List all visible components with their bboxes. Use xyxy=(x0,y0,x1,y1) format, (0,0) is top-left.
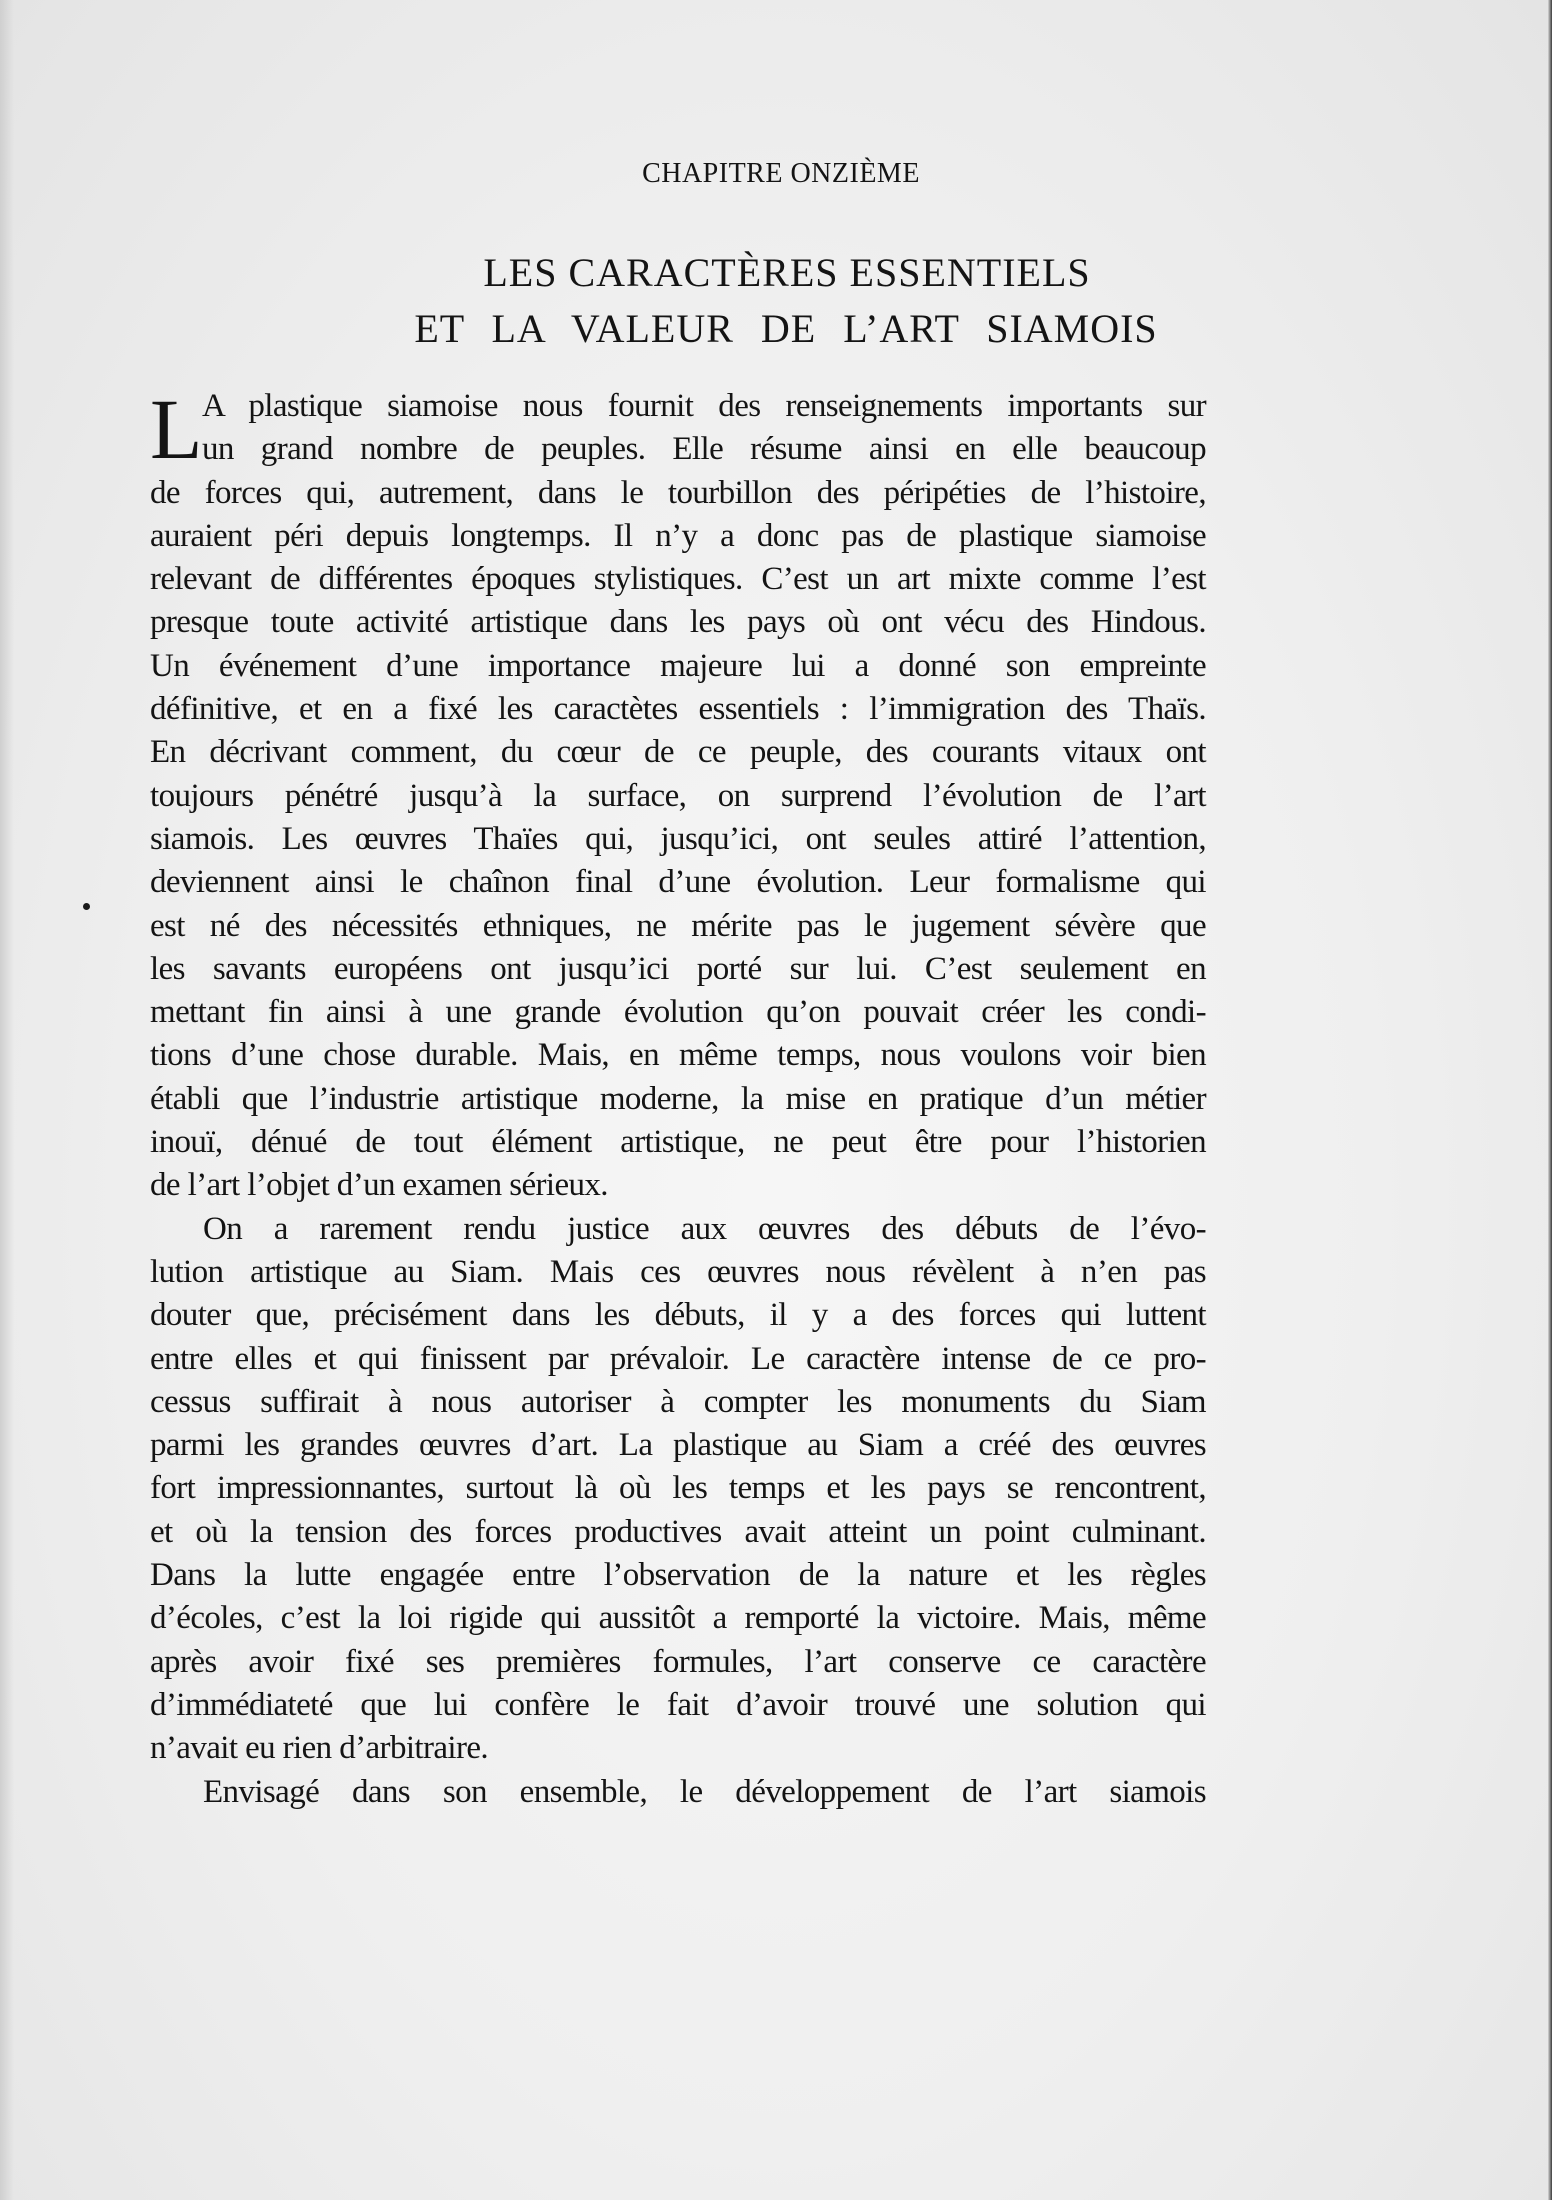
paragraph-2 xyxy=(150,1208,1206,1771)
text-line: A plastique siamoise nous fournit des renseignements importants sur xyxy=(202,388,1206,424)
text-line: fort impressionnantes, surtout là où les temps et les pays se rencontrent, xyxy=(150,1470,1206,1507)
chapter-title-line-2: ET LA VALEUR DE L’ART SIAMOIS xyxy=(414,306,1158,351)
text-line: après avoir fixé ses premières formules, l’art conserve ce caractère xyxy=(150,1643,1206,1680)
text-line: Un événement d’une importance majeure lui a donné son empreinte xyxy=(150,647,1206,684)
chapter-title-line-1: LES CARACTÈRES ESSENTIELS xyxy=(483,250,1091,295)
text-line: et où la tension des forces productives avait atteint un point culminant. xyxy=(150,1513,1206,1550)
text-line: de l’art l’objet d’un examen sérieux. xyxy=(150,1167,608,1204)
text-line: presque toute activité artistique dans les pays où ont vécu des Hindous. xyxy=(150,604,1206,641)
drop-cap: L xyxy=(150,381,202,477)
text-line: On a rarement rendu justice aux œuvres des débuts de l’évo- xyxy=(203,1210,1206,1247)
scan-speck xyxy=(83,903,90,910)
chapter-label: CHAPITRE ONZIÈME xyxy=(642,158,920,189)
text-line: d’immédiateté que lui confère le fait d’avoir trouvé une solution qui xyxy=(150,1686,1206,1723)
text-line: mettant fin ainsi à une grande évolution qu’on pouvait créer les condi- xyxy=(150,994,1206,1031)
text-line: douter que, précisément dans les débuts, il y a des forces qui luttent xyxy=(150,1297,1206,1334)
text-line: cessus suffirait à nous autoriser à compter les monuments du Siam xyxy=(150,1383,1206,1420)
text-line: d’écoles, c’est la loi rigide qui aussitôt a remporté la victoire. Mais, même xyxy=(150,1600,1206,1637)
text-line: siamois. Les œuvres Thaïes qui, jusqu’ici, ont seules attiré l’attention, xyxy=(150,820,1206,857)
text-line: tions d’une chose durable. Mais, en même temps, nous voulons voir bien xyxy=(150,1037,1206,1074)
text-line: Envisagé dans son ensemble, le développement de l’art siamois xyxy=(203,1773,1206,1810)
text-line: parmi les grandes œuvres d’art. La plastique au Siam a créé des œuvres xyxy=(150,1427,1206,1464)
text-line: établi que l’industrie artistique moderne, la mise en pratique d’un métier xyxy=(150,1080,1206,1117)
text-line: les savants européens ont jusqu’ici porté sur lui. C’est seulement en xyxy=(150,950,1206,987)
text-line: entre elles et qui finissent par prévaloir. Le caractère intense de ce pro- xyxy=(150,1340,1206,1377)
text-line: un grand nombre de peuples. Elle résume ainsi en elle beaucoup xyxy=(202,431,1206,468)
chapter-title xyxy=(0,245,1552,357)
text-line: Dans la lutte engagée entre l’observation de la nature et les règles xyxy=(150,1557,1206,1594)
text-line: n’avait eu rien d’arbitraire. xyxy=(150,1730,489,1767)
text-line: auraient péri depuis longtemps. Il n’y a donc pas de plastique siamoise xyxy=(150,517,1206,554)
text-line: lution artistique au Siam. Mais ces œuvres nous révèlent à n’en pas xyxy=(150,1253,1206,1290)
text-line: deviennent ainsi le chaînon final d’une évolution. Leur formalisme qui xyxy=(150,864,1206,901)
text-line: définitive, et en a fixé les caractètes essentiels : l’immigration des Thaïs. xyxy=(150,691,1206,728)
text-line: toujours pénétré jusqu’à la surface, on surprend l’évolution de l’art xyxy=(150,777,1206,814)
text-line: inouï, dénué de tout élément artistique, ne peut être pour l’historien xyxy=(150,1124,1206,1161)
text-line: est né des nécessités ethniques, ne mérite pas le jugement sévère que xyxy=(150,907,1206,944)
text-line: relevant de différentes époques stylistiques. C’est un art mixte comme l’est xyxy=(150,561,1206,598)
body-text xyxy=(150,381,1206,1814)
text-line: En décrivant comment, du cœur de ce peuple, des courants vitaux ont xyxy=(150,734,1206,771)
paragraph-3 xyxy=(150,1771,1206,1814)
text-line: de forces qui, autrement, dans le tourbillon des péripéties de l’histoire, xyxy=(150,474,1206,511)
paragraph-1 xyxy=(150,381,1206,1208)
